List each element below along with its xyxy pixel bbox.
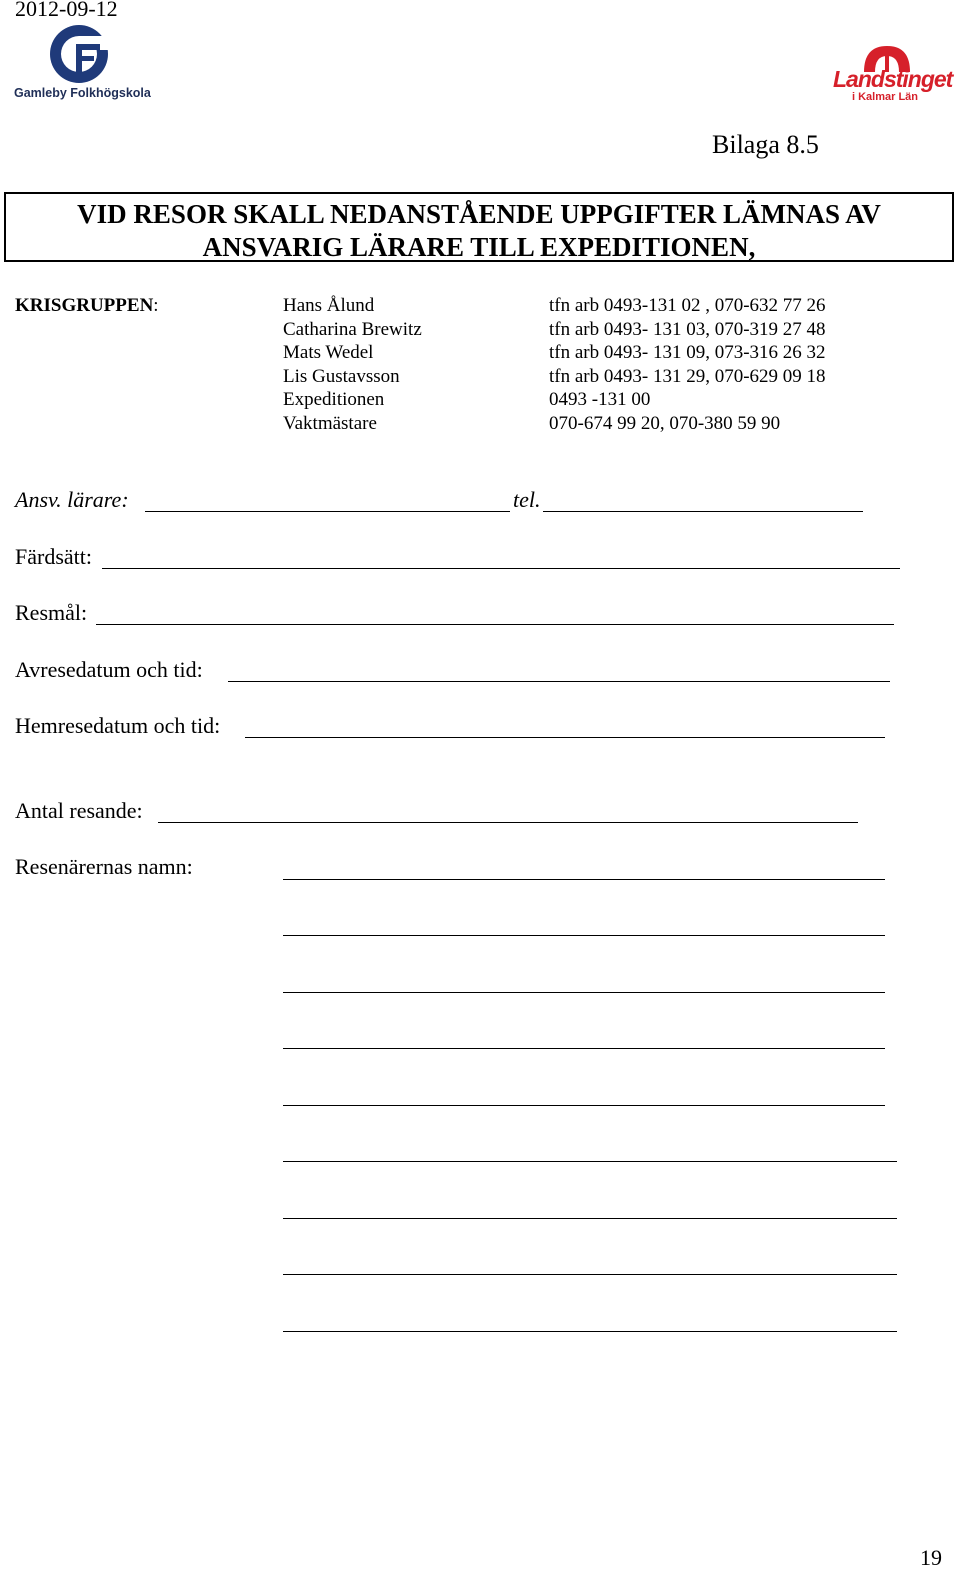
contact-phone: tfn arb 0493-131 02 , 070-632 77 26: [549, 295, 826, 316]
passenger-names-label: Resenärernas namn:: [15, 854, 193, 879]
title-box: [4, 192, 954, 262]
departure-label: Avresedatum och tid:: [15, 657, 203, 682]
tel-input-line[interactable]: [543, 511, 863, 512]
passenger-count-input-line[interactable]: [158, 822, 858, 823]
contact-name: Vaktmästare: [283, 412, 377, 434]
contact-name: Lis Gustavsson: [283, 365, 400, 387]
destination-input-line[interactable]: [96, 624, 894, 625]
document-date: 2012-09-12: [15, 0, 118, 21]
contact-phone: tfn arb 0493- 131 29, 070-629 09 18: [549, 365, 826, 387]
passenger-name-line[interactable]: [283, 1274, 897, 1275]
destination-label: Resmål:: [15, 600, 88, 625]
contact-phone: tfn arb 0493- 131 09, 073-316 26 32: [549, 342, 826, 364]
passenger-name-line[interactable]: [283, 1331, 897, 1332]
landstinget-logo-subtitle: i Kalmar Län: [852, 91, 919, 103]
passenger-name-line[interactable]: [283, 879, 885, 880]
contact-phone: tfn arb 0493- 131 03, 070-319 27 48: [549, 318, 826, 340]
krisgruppen-label-text: KRISGRUPPEN: [15, 295, 154, 316]
contact-name: Mats Wedel: [283, 342, 374, 364]
departure-input-line[interactable]: [228, 681, 890, 682]
travel-mode-input-line[interactable]: [102, 568, 900, 569]
teacher-label: Ansv. lärare:: [15, 487, 129, 512]
passenger-name-line[interactable]: [283, 1218, 897, 1219]
passenger-name-line[interactable]: [283, 1105, 885, 1106]
gf-logo-icon: [47, 22, 111, 86]
passenger-name-line[interactable]: [283, 992, 885, 993]
teacher-input-line[interactable]: [145, 511, 510, 512]
gamleby-folkhogskola-logo: [14, 22, 154, 102]
travel-mode-label: Färdsätt:: [15, 544, 92, 569]
appendix-label: Bilaga 8.5: [712, 130, 819, 159]
landstinget-kalmar-logo: [830, 44, 953, 106]
contact-name: Expeditionen: [283, 389, 385, 411]
krisgruppen-label-colon: :: [153, 295, 159, 316]
passenger-count-label: Antal resande:: [15, 798, 143, 823]
landstinget-logo-text: Landstinget: [833, 66, 953, 92]
gamleby-folkhogskola-logo-text: Gamleby Folkhögskola: [14, 86, 151, 100]
title-line-2: ANSVARIG LÄRARE TILL EXPEDITIONEN,: [202, 232, 756, 262]
passenger-name-line[interactable]: [283, 1161, 897, 1162]
contact-name: Hans Ålund: [283, 295, 375, 316]
contact-phone: 070-674 99 20, 070-380 59 90: [549, 412, 781, 434]
title-line-1: VID RESOR SKALL NEDANSTÅENDE UPPGIFTER LÄMNAS AV: [77, 199, 881, 229]
return-label: Hemresedatum och tid:: [15, 713, 221, 738]
tel-label: tel.: [513, 487, 541, 512]
page-number: 19: [920, 1545, 942, 1570]
return-input-line[interactable]: [245, 737, 885, 738]
passenger-name-line[interactable]: [283, 935, 885, 936]
contact-phone: 0493 -131 00: [549, 389, 651, 411]
krisgruppen-label: [15, 295, 159, 317]
contact-name: Catharina Brewitz: [283, 318, 422, 340]
passenger-name-line[interactable]: [283, 1048, 885, 1049]
